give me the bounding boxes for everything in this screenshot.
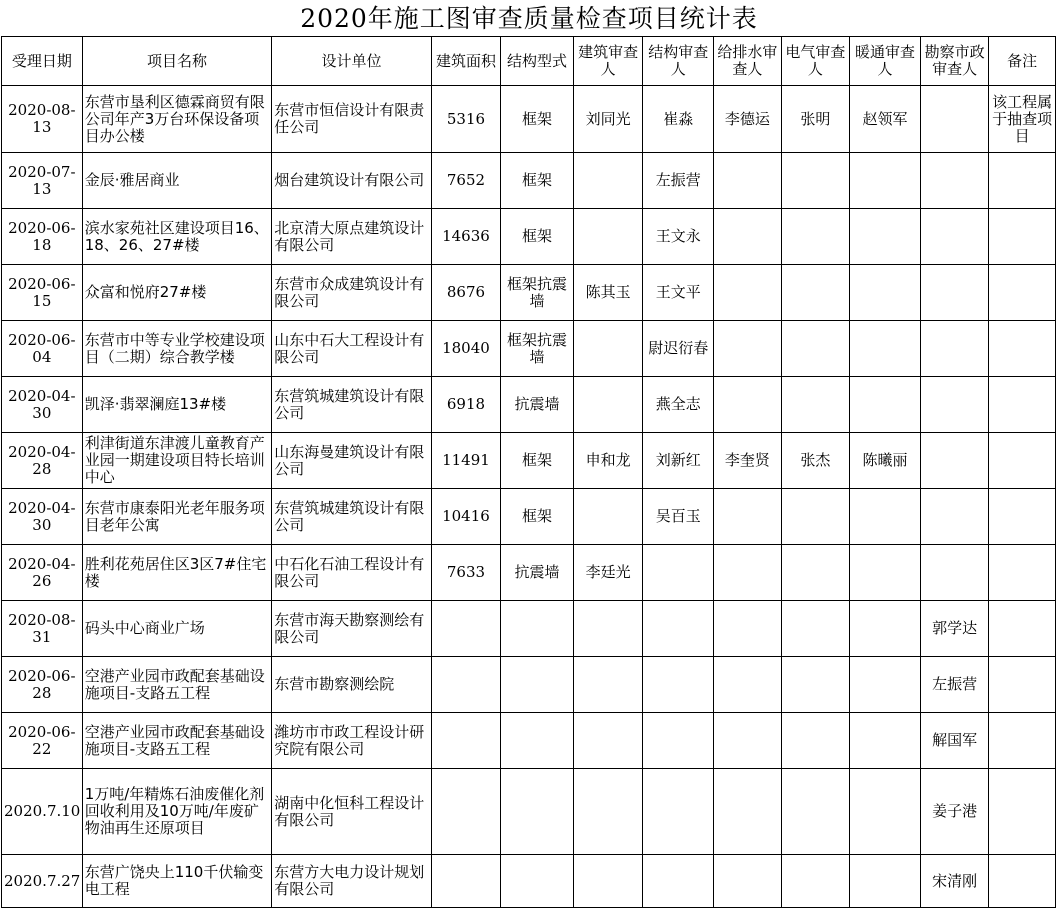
project-name-cell: 1万吨/年精炼石油废催化剂回收利用及10万吨/年废矿物油再生还原项目 (82, 769, 272, 855)
header-cell-design-unit: 设计单位 (272, 37, 431, 86)
date-cell: 2020.7.27 (2, 855, 83, 908)
header-cell-elec-reviewer: 电气审查人 (781, 37, 850, 86)
hvac-reviewer-cell (850, 153, 921, 209)
elec-reviewer-cell: 张明 (781, 86, 850, 153)
elec-reviewer-cell (781, 377, 850, 433)
design-unit-cell: 东营市海天勘察测绘有限公司 (272, 601, 431, 657)
survey-reviewer-cell (920, 489, 989, 545)
note-cell: 该工程属于抽查项目 (989, 86, 1056, 153)
design-unit-cell: 潍坊市市政工程设计研究院有限公司 (272, 713, 431, 769)
area-cell: 6918 (431, 377, 501, 433)
survey-reviewer-cell: 宋清刚 (920, 855, 989, 908)
water-reviewer-cell (714, 713, 782, 769)
table-row (2, 377, 1056, 433)
water-reviewer-cell (714, 265, 782, 321)
arch-reviewer-cell (573, 377, 643, 433)
date-cell: 2020-06-18 (2, 209, 83, 265)
arch-reviewer-cell (573, 321, 643, 377)
structure-cell: 框架 (501, 489, 574, 545)
hvac-reviewer-cell (850, 377, 921, 433)
water-reviewer-cell (714, 657, 782, 713)
arch-reviewer-cell (573, 855, 643, 908)
header-cell-project-name: 项目名称 (82, 37, 272, 86)
note-cell (989, 321, 1056, 377)
arch-reviewer-cell (573, 769, 643, 855)
water-reviewer-cell: 李德运 (714, 86, 782, 153)
table-row (2, 601, 1056, 657)
hvac-reviewer-cell (850, 855, 921, 908)
arch-reviewer-cell: 刘同光 (573, 86, 643, 153)
design-unit-cell: 湖南中化恒科工程设计有限公司 (272, 769, 431, 855)
header-cell-water-reviewer: 给排水审查人 (714, 37, 782, 86)
elec-reviewer-cell (781, 657, 850, 713)
structure-cell: 抗震墙 (501, 377, 574, 433)
elec-reviewer-cell (781, 855, 850, 908)
header-cell-date: 受理日期 (2, 37, 83, 86)
survey-reviewer-cell (920, 321, 989, 377)
note-cell (989, 545, 1056, 601)
table-row (2, 86, 1056, 153)
arch-reviewer-cell (573, 657, 643, 713)
project-name-cell: 凯泽·翡翠澜庭13#楼 (82, 377, 272, 433)
water-reviewer-cell (714, 489, 782, 545)
header-cell-area: 建筑面积 (431, 37, 501, 86)
project-name-cell: 东营市垦利区德霖商贸有限公司年产3万台环保设备项目办公楼 (82, 86, 272, 153)
table-row (2, 855, 1056, 908)
structure-cell (501, 769, 574, 855)
project-name-cell: 空港产业园市政配套基础设施项目-支路五工程 (82, 657, 272, 713)
structure-cell: 框架 (501, 86, 574, 153)
arch-reviewer-cell (573, 489, 643, 545)
header-cell-survey-reviewer: 勘察市政审查人 (920, 37, 989, 86)
arch-reviewer-cell (573, 601, 643, 657)
table-row (2, 769, 1056, 855)
water-reviewer-cell (714, 601, 782, 657)
elec-reviewer-cell (781, 321, 850, 377)
struct-reviewer-cell: 刘新红 (643, 433, 714, 489)
structure-cell (501, 713, 574, 769)
page-title: 2020年施工图审查质量检查项目统计表 (300, 4, 758, 33)
struct-reviewer-cell: 崔淼 (643, 86, 714, 153)
project-name-cell: 利津街道东津渡儿童教育产业园一期建设项目特长培训中心 (82, 433, 272, 489)
table-row (2, 713, 1056, 769)
note-cell (989, 377, 1056, 433)
area-cell (431, 657, 501, 713)
header-cell-hvac-reviewer: 暖通审查人 (850, 37, 921, 86)
table-row (2, 433, 1056, 489)
project-name-cell: 东营广饶央上110千伏输变电工程 (82, 855, 272, 908)
area-cell: 7633 (431, 545, 501, 601)
header-cell-arch-reviewer: 建筑审查人 (573, 37, 643, 86)
table-row (2, 545, 1056, 601)
note-cell (989, 209, 1056, 265)
hvac-reviewer-cell: 赵领军 (850, 86, 921, 153)
design-unit-cell: 山东中石大工程设计有限公司 (272, 321, 431, 377)
project-name-cell: 东营市中等专业学校建设项目（二期）综合教学楼 (82, 321, 272, 377)
structure-cell (501, 601, 574, 657)
water-reviewer-cell: 李奎贤 (714, 433, 782, 489)
survey-reviewer-cell (920, 377, 989, 433)
date-cell: 2020-06-28 (2, 657, 83, 713)
survey-reviewer-cell (920, 265, 989, 321)
water-reviewer-cell (714, 377, 782, 433)
elec-reviewer-cell (781, 545, 850, 601)
elec-reviewer-cell (781, 601, 850, 657)
struct-reviewer-cell (643, 601, 714, 657)
date-cell: 2020.7.10 (2, 769, 83, 855)
hvac-reviewer-cell (850, 545, 921, 601)
survey-reviewer-cell (920, 545, 989, 601)
water-reviewer-cell (714, 545, 782, 601)
area-cell (431, 769, 501, 855)
date-cell: 2020-04-26 (2, 545, 83, 601)
hvac-reviewer-cell: 陈曦丽 (850, 433, 921, 489)
hvac-reviewer-cell (850, 769, 921, 855)
structure-cell: 框架抗震墙 (501, 321, 574, 377)
date-cell: 2020-04-28 (2, 433, 83, 489)
date-cell: 2020-04-30 (2, 377, 83, 433)
note-cell (989, 601, 1056, 657)
structure-cell: 框架抗震墙 (501, 265, 574, 321)
structure-cell (501, 657, 574, 713)
project-name-cell: 胜利花苑居住区3区7#住宅楼 (82, 545, 272, 601)
project-name-cell: 空港产业园市政配套基础设施项目-支路五工程 (82, 713, 272, 769)
structure-cell: 框架 (501, 209, 574, 265)
design-unit-cell: 东营市恒信设计有限责任公司 (272, 86, 431, 153)
note-cell (989, 489, 1056, 545)
water-reviewer-cell (714, 321, 782, 377)
struct-reviewer-cell (643, 855, 714, 908)
date-cell: 2020-06-15 (2, 265, 83, 321)
table-row (2, 321, 1056, 377)
arch-reviewer-cell: 陈其玉 (573, 265, 643, 321)
statistics-table (1, 36, 1056, 908)
hvac-reviewer-cell (850, 657, 921, 713)
survey-reviewer-cell (920, 209, 989, 265)
water-reviewer-cell (714, 209, 782, 265)
note-cell (989, 769, 1056, 855)
design-unit-cell: 东营筑城建筑设计有限公司 (272, 377, 431, 433)
water-reviewer-cell (714, 153, 782, 209)
elec-reviewer-cell (781, 713, 850, 769)
design-unit-cell: 山东海曼建筑设计有限公司 (272, 433, 431, 489)
survey-reviewer-cell: 姜子港 (920, 769, 989, 855)
project-name-cell: 东营市康泰阳光老年服务项目老年公寓 (82, 489, 272, 545)
date-cell: 2020-04-30 (2, 489, 83, 545)
struct-reviewer-cell (643, 657, 714, 713)
note-cell (989, 657, 1056, 713)
elec-reviewer-cell (781, 769, 850, 855)
structure-cell: 抗震墙 (501, 545, 574, 601)
design-unit-cell: 烟台建筑设计有限公司 (272, 153, 431, 209)
struct-reviewer-cell: 王文永 (643, 209, 714, 265)
project-name-cell: 码头中心商业广场 (82, 601, 272, 657)
hvac-reviewer-cell (850, 321, 921, 377)
header-cell-struct-reviewer: 结构审查人 (643, 37, 714, 86)
design-unit-cell: 东营筑城建筑设计有限公司 (272, 489, 431, 545)
survey-reviewer-cell: 左振营 (920, 657, 989, 713)
date-cell: 2020-06-22 (2, 713, 83, 769)
struct-reviewer-cell (643, 545, 714, 601)
arch-reviewer-cell (573, 713, 643, 769)
design-unit-cell: 中石化石油工程设计有限公司 (272, 545, 431, 601)
elec-reviewer-cell (781, 209, 850, 265)
area-cell: 11491 (431, 433, 501, 489)
area-cell: 14636 (431, 209, 501, 265)
table-row (2, 657, 1056, 713)
survey-reviewer-cell: 解国军 (920, 713, 989, 769)
elec-reviewer-cell (781, 153, 850, 209)
structure-cell (501, 855, 574, 908)
structure-cell: 框架 (501, 433, 574, 489)
note-cell (989, 855, 1056, 908)
header-cell-structure: 结构型式 (501, 37, 574, 86)
struct-reviewer-cell (643, 769, 714, 855)
area-cell: 10416 (431, 489, 501, 545)
water-reviewer-cell (714, 769, 782, 855)
struct-reviewer-cell: 尉迟衍春 (643, 321, 714, 377)
survey-reviewer-cell: 郭学达 (920, 601, 989, 657)
note-cell (989, 713, 1056, 769)
survey-reviewer-cell (920, 153, 989, 209)
note-cell (989, 433, 1056, 489)
design-unit-cell: 北京清大原点建筑设计有限公司 (272, 209, 431, 265)
design-unit-cell: 东营方大电力设计规划有限公司 (272, 855, 431, 908)
struct-reviewer-cell: 左振营 (643, 153, 714, 209)
area-cell (431, 713, 501, 769)
area-cell: 8676 (431, 265, 501, 321)
design-unit-cell: 东营市众成建筑设计有限公司 (272, 265, 431, 321)
structure-cell: 框架 (501, 153, 574, 209)
elec-reviewer-cell (781, 489, 850, 545)
survey-reviewer-cell (920, 433, 989, 489)
hvac-reviewer-cell (850, 265, 921, 321)
hvac-reviewer-cell (850, 713, 921, 769)
header-row (2, 37, 1056, 86)
table-row (2, 153, 1056, 209)
elec-reviewer-cell (781, 265, 850, 321)
header-cell-note: 备注 (989, 37, 1056, 86)
note-cell (989, 153, 1056, 209)
arch-reviewer-cell: 申和龙 (573, 433, 643, 489)
project-name-cell: 滨水家苑社区建设项目16、18、26、27#楼 (82, 209, 272, 265)
date-cell: 2020-06-04 (2, 321, 83, 377)
struct-reviewer-cell (643, 713, 714, 769)
hvac-reviewer-cell (850, 601, 921, 657)
area-cell: 18040 (431, 321, 501, 377)
arch-reviewer-cell (573, 209, 643, 265)
struct-reviewer-cell: 王文平 (643, 265, 714, 321)
design-unit-cell: 东营市勘察测绘院 (272, 657, 431, 713)
water-reviewer-cell (714, 855, 782, 908)
project-name-cell: 金辰·雅居商业 (82, 153, 272, 209)
survey-reviewer-cell (920, 86, 989, 153)
note-cell (989, 265, 1056, 321)
table-row (2, 489, 1056, 545)
area-cell (431, 601, 501, 657)
hvac-reviewer-cell (850, 489, 921, 545)
area-cell: 5316 (431, 86, 501, 153)
date-cell: 2020-07-13 (2, 153, 83, 209)
table-row (2, 209, 1056, 265)
area-cell (431, 855, 501, 908)
arch-reviewer-cell (573, 153, 643, 209)
hvac-reviewer-cell (850, 209, 921, 265)
date-cell: 2020-08-13 (2, 86, 83, 153)
area-cell: 7652 (431, 153, 501, 209)
table-row (2, 265, 1056, 321)
elec-reviewer-cell: 张杰 (781, 433, 850, 489)
struct-reviewer-cell: 燕全志 (643, 377, 714, 433)
struct-reviewer-cell: 吴百玉 (643, 489, 714, 545)
date-cell: 2020-08-31 (2, 601, 83, 657)
project-name-cell: 众富和悦府27#楼 (82, 265, 272, 321)
arch-reviewer-cell: 李廷光 (573, 545, 643, 601)
